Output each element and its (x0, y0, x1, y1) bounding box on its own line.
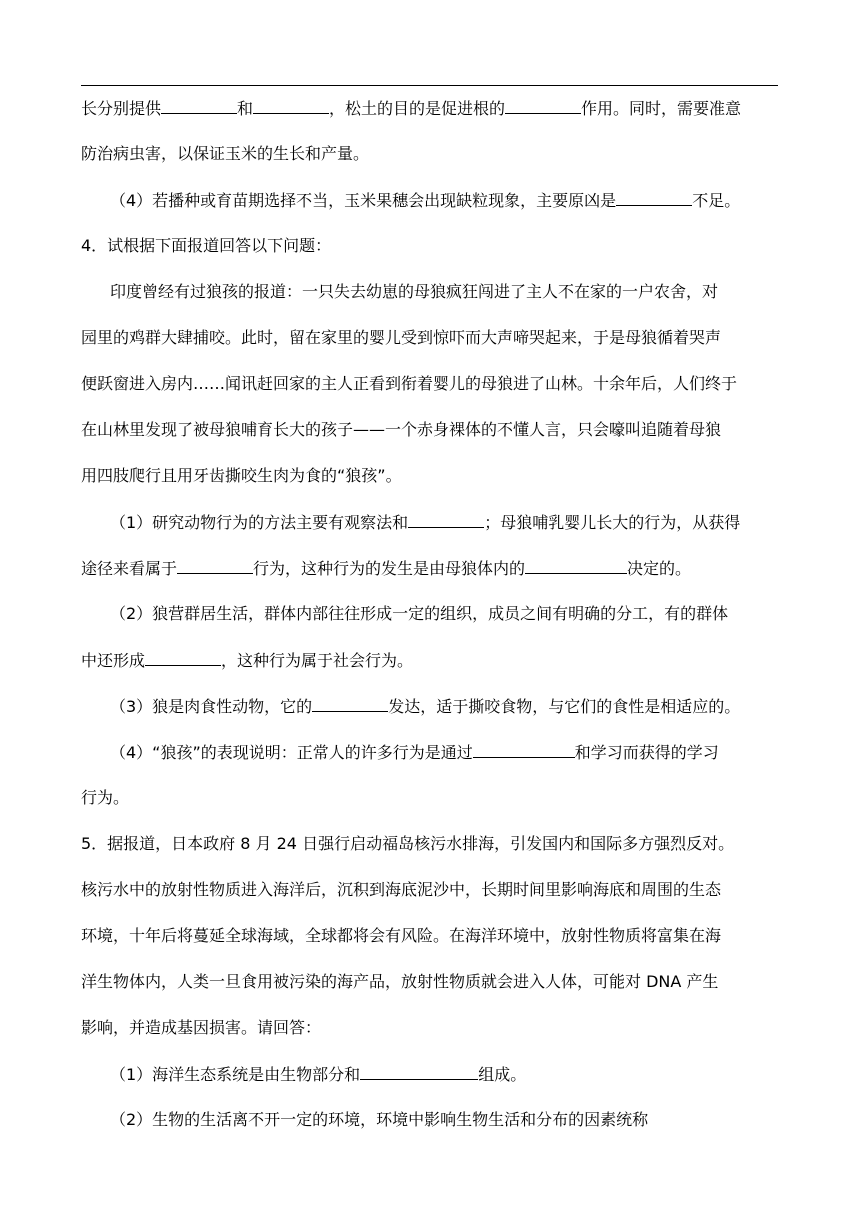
text: 和 (237, 99, 254, 118)
answer-blank[interactable] (505, 96, 581, 114)
text: 中还形成 (81, 651, 146, 670)
text: 途径来看属于 (81, 559, 178, 578)
question-item (81, 510, 740, 534)
question-item (81, 1108, 648, 1131)
text-line (81, 556, 691, 580)
text: 在山林里发现了被母狼哺育长大的孩子——一个赤身裸体的不懂人言，只会嚎叫追随着母狼 (81, 420, 722, 439)
text-line (81, 970, 718, 993)
text: 决定的。 (627, 559, 692, 578)
question-item (81, 188, 740, 212)
answer-blank[interactable] (145, 648, 221, 666)
answer-blank[interactable] (473, 740, 575, 758)
text: （2）生物的生活离不开一定的环境，环境中影响生物生活和分布的因素统称 (110, 1110, 649, 1129)
text-line (81, 142, 369, 165)
text: （4）“狼孩”的表现说明：正常人的许多行为是通过 (110, 743, 473, 762)
question-heading (81, 832, 734, 855)
answer-blank[interactable] (161, 96, 237, 114)
text-line (81, 648, 413, 672)
question-item (81, 694, 740, 718)
text: （1）海洋生态系统是由生物部分和 (110, 1065, 361, 1084)
text-line (81, 786, 129, 809)
passage-line (81, 464, 402, 487)
text: 长分别提供 (81, 99, 162, 118)
text: ，松土的目的是促进根的 (329, 99, 506, 118)
text: ；母狼哺乳婴儿长大的行为，从获得 (484, 513, 741, 532)
passage-line (81, 326, 721, 349)
text: 防治病虫害，以保证玉米的生长和产量。 (81, 144, 370, 163)
answer-blank[interactable] (177, 556, 253, 574)
answer-blank[interactable] (360, 1062, 478, 1080)
text: 和学习而获得的学习 (574, 743, 719, 762)
text: 5．据报道，日本政府 8 月 24 日强行启动福岛核污水排海，引发国内和国际多方强烈反对。 (81, 834, 735, 853)
text: （1）研究动物行为的方法主要有观察法和 (110, 513, 409, 532)
header-rule (81, 85, 778, 86)
text: ，这种行为属于社会行为。 (221, 651, 414, 670)
question-item (81, 1062, 526, 1086)
question-item (81, 740, 719, 764)
passage-line (81, 280, 718, 303)
answer-blank[interactable] (616, 188, 692, 206)
passage-line (81, 372, 737, 395)
answer-blank[interactable] (408, 510, 484, 528)
text: 影响，并造成基因损害。请回答： (81, 1018, 322, 1037)
text-line (81, 878, 721, 901)
text: 4．试根据下面报道回答以下问题： (81, 236, 332, 255)
text: 作用。同时，需要准意 (581, 99, 742, 118)
passage-line (81, 418, 721, 441)
text: 核污水中的放射性物质进入海洋后，沉积到海底泥沙中，长期时间里影响海底和周围的生态 (81, 880, 722, 899)
text: 环境，十年后将蔓延全球海域，全球都将会有风险。在海洋环境中，放射性物质将富集在海 (81, 926, 722, 945)
text: （2）狼营群居生活，群体内部往往形成一定的组织，成员之间有明确的分工，有的群体 (110, 604, 729, 623)
text: 发达，适于撕咬食物，与它们的食性是相适应的。 (388, 697, 741, 716)
text: 行为。 (81, 788, 130, 807)
text: 洋生物体内，人类一旦食用被污染的海产品，放射性物质就会进入人体，可能对 DNA 产生 (81, 972, 719, 991)
text: 用四肢爬行且用牙齿撕咬生肉为食的“狼孩”。 (81, 466, 402, 485)
text: 行为，这种行为的发生是由母狼体内的 (253, 559, 526, 578)
text: 印度曾经有过狼孩的报道：一只失去幼崽的母狼疯狂闯进了主人不在家的一户农舍，对 (110, 282, 719, 301)
text: 园里的鸡群大肆捕咬。此时，留在家里的婴儿受到惊吓而大声啼哭起来，于是母狼循着哭声 (81, 328, 722, 347)
text: 不足。 (692, 191, 741, 210)
question-heading (81, 234, 331, 257)
text-line (81, 1016, 321, 1039)
text-line (81, 924, 721, 947)
question-item (81, 602, 728, 625)
text-line (81, 96, 741, 120)
text: （3）狼是肉食性动物，它的 (110, 697, 313, 716)
text: （4）若播种或育苗期选择不当，玉米果穗会出现缺粒现象，主要原凶是 (110, 191, 617, 210)
answer-blank[interactable] (525, 556, 627, 574)
answer-blank[interactable] (253, 96, 329, 114)
answer-blank[interactable] (312, 694, 388, 712)
text: 便跃窗进入房内……闻讯赶回家的主人正看到衔着婴儿的母狼进了山林。十余年后，人们终于 (81, 374, 738, 393)
text: 组成。 (478, 1065, 527, 1084)
